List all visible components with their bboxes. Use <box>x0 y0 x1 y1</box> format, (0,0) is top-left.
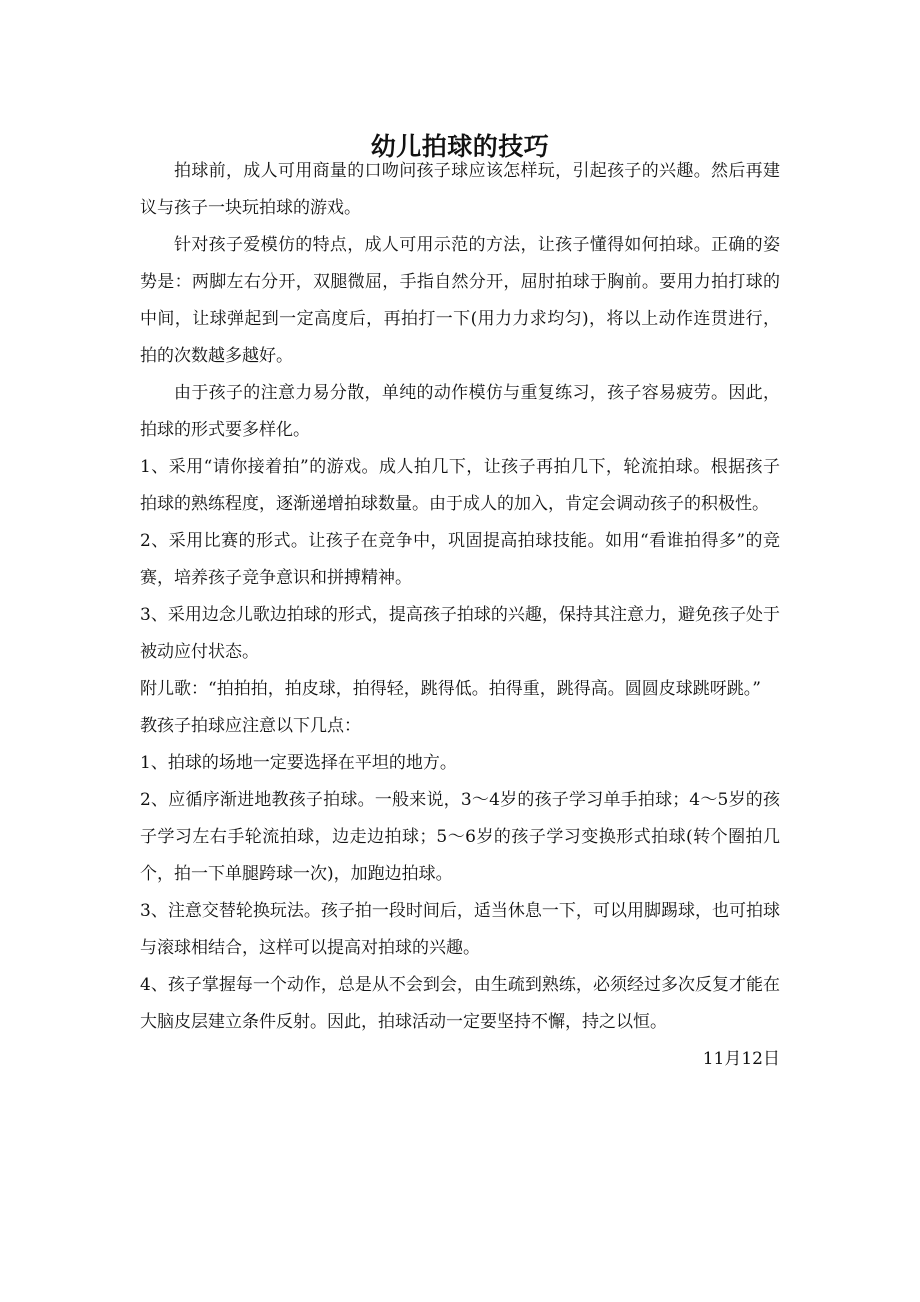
paragraph-variety: 由于孩子的注意力易分散，单纯的动作模仿与重复练习，孩子容易疲劳。因此，拍球的形式要多样化。 <box>140 383 780 440</box>
list-item-game: 1、采用“请你接着拍”的游戏。成人拍几下，让孩子再拍几下，轮流拍球。根据孩子拍球的熟练程度，逐渐递增拍球数量。由于成人的加入，肯定会调动孩子的积极性。 <box>140 457 780 514</box>
document-date: 11月12日 <box>702 1049 780 1069</box>
note-item-alternation: 3、注意交替轮换玩法。孩子拍一段时间后，适当休息一下，可以用脚踢球，也可拍球与滚球相结合，这样可以提高对拍球的兴趣。 <box>140 901 780 958</box>
rhyme-text: 附儿歌：“拍拍拍，拍皮球，拍得轻，跳得低。拍得重，跳得高。圆圆皮球跳呀跳。” <box>140 679 761 699</box>
note-item-persistence: 4、孩子掌握每一个动作，总是从不会到会，由生疏到熟练，必须经过多次反复才能在大脑皮层建立条件反射。因此，拍球活动一定要坚持不懈，持之以恒。 <box>140 975 780 1032</box>
paragraph-demonstration: 针对孩子爱模仿的特点，成人可用示范的方法，让孩子懂得如何拍球。正确的姿势是：两脚左右分开，双腿微屈，手指自然分开，屈肘拍球于胸前。要用力拍打球的中间，让球弹起到一定高度后，再拍打一下(用力力求均匀)，将以上动作连贯进行，拍的次数越多越好。 <box>140 235 780 366</box>
notes-heading: 教孩子拍球应注意以下几点： <box>140 716 361 736</box>
list-item-rhyme: 3、采用边念儿歌边拍球的形式，提高孩子拍球的兴趣，保持其注意力，避免孩子处于被动应付状态。 <box>140 605 780 662</box>
note-item-ground: 1、拍球的场地一定要选择在平坦的地方。 <box>140 753 457 773</box>
note-item-progression: 2、应循序渐进地教孩子拍球。一般来说，3～4岁的孩子学习单手拍球；4～5岁的孩子学习左右手轮流拍球，边走边拍球；5～6岁的孩子学习变换形式拍球(转个圈拍几个，拍一下单腿跨球一次)，加跑边拍球。 <box>140 790 780 884</box>
list-item-competition: 2、采用比赛的形式。让孩子在竞争中，巩固提高拍球技能。如用“看谁拍得多”的竞赛，培养孩子竞争意识和拼搏精神。 <box>140 531 780 588</box>
document-title: 幼儿拍球的技巧 <box>370 131 550 161</box>
paragraph-intro: 拍球前，成人可用商量的口吻问孩子球应该怎样玩，引起孩子的兴趣。然后再建议与孩子一块玩拍球的游戏。 <box>140 161 780 218</box>
document-body <box>140 153 780 1078</box>
